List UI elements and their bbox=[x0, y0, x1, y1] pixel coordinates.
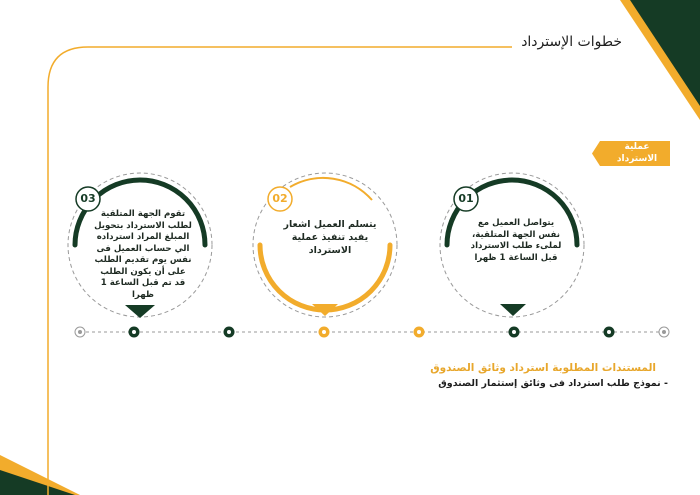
step-text-03: تقوم الجهة المتلقية لطلب الاسترداد بتحويل المبلغ المراد استرداده الي حساب العميل فى نفس يوم تقديم الطلب على أن يكون الطلب قد تم قبل الساعة 1 ظهرا bbox=[94, 209, 192, 300]
step-text-01: يتواصل العميل مع نفس الجهة المتلقية، لملىء طلب الاسترداد قبل الساعة 1 ظهرا bbox=[470, 218, 562, 263]
timeline-dot bbox=[129, 327, 140, 338]
timeline-end-left bbox=[75, 327, 85, 337]
corner-green-top bbox=[630, 0, 700, 106]
section-tag-label: عملية الاسترداد bbox=[616, 142, 658, 164]
documents-item: - نموذج طلب استرداد فى وثائق إستثمار الصندوق bbox=[438, 378, 668, 389]
step-number-01: 01 bbox=[458, 192, 474, 205]
timeline-dot bbox=[414, 327, 425, 338]
page-title: خطوات الإسترداد bbox=[521, 34, 622, 50]
timeline-dot bbox=[224, 327, 235, 338]
documents-title: المستندات المطلوبة استرداد وثائق الصندوق bbox=[430, 362, 656, 374]
step-number-02: 02 bbox=[272, 192, 288, 205]
timeline-dot bbox=[604, 327, 615, 338]
timeline-end-right bbox=[659, 327, 669, 337]
timeline-dot bbox=[509, 327, 520, 338]
step-number-03: 03 bbox=[80, 192, 96, 205]
step-text-02: يتسلم العميل اشعار يفيد تنفيذ عملية الاسترداد bbox=[283, 219, 377, 256]
timeline-dot bbox=[319, 327, 330, 338]
